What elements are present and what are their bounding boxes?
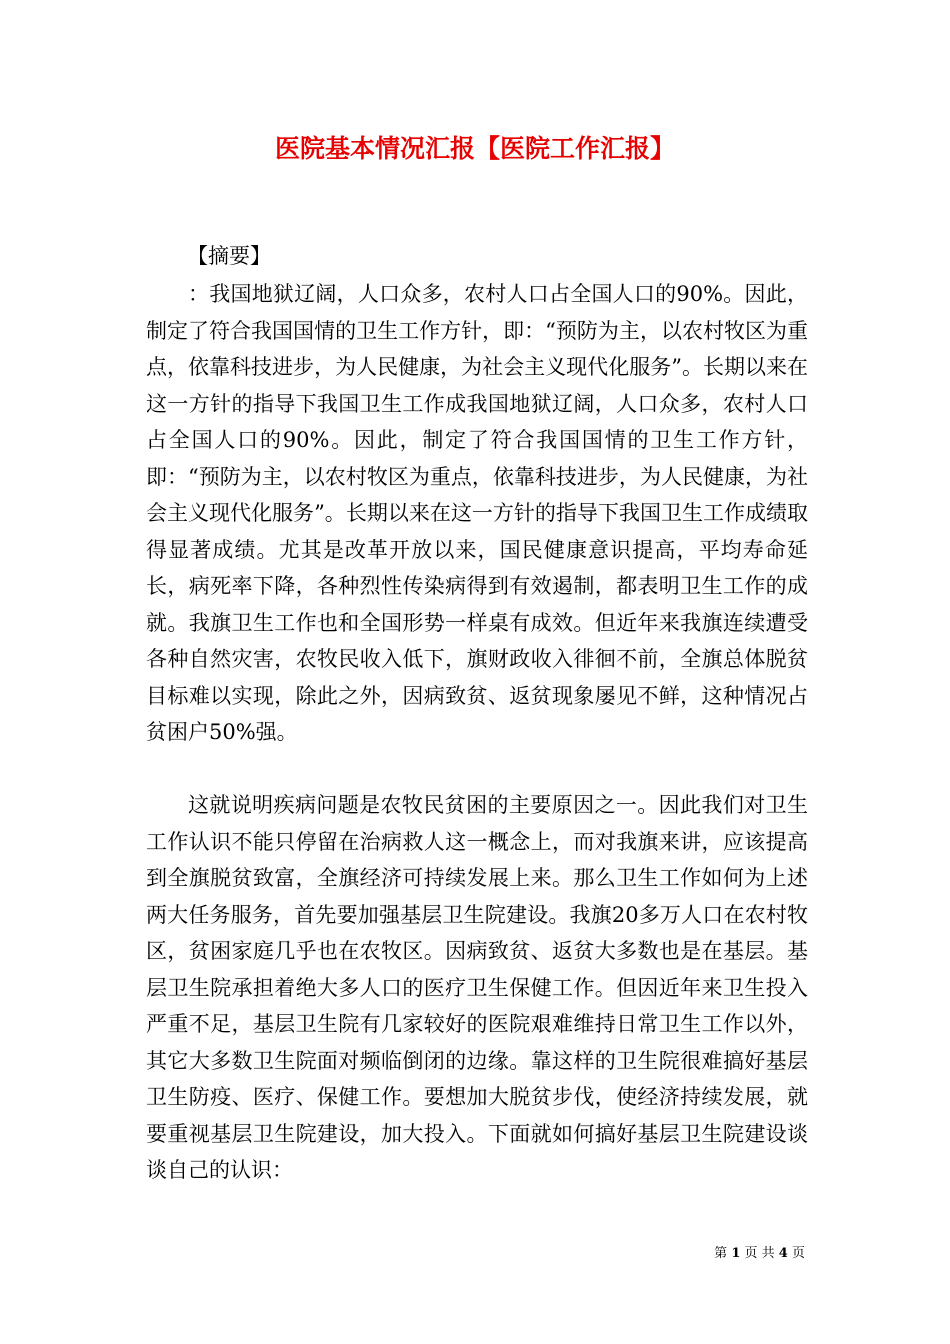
body-paragraph: 这就说明疾病问题是农牧民贫困的主要原因之一。因此我们对卫生工作认识不能只停留在治病救人这一概念上，而对我旗来讲，应该提高到全旗脱贫致富，全旗经济可持续发展上来。那么卫生工作如何为上述两大任务服务，首先要加强基层卫生院建设。我旗20多万人口在农村牧区，贫困家庭几乎也在农牧区。因病致贫、返贫大多数也是在基层。基层卫生院承担着绝大多人口的医疗卫生保健工作。但因近年来卫生投入严重不足，基层卫生院有几家较好的医院艰难维持日常卫生工作以外，其它大多数卫生院面对频临倒闭的边缘。靠这样的卫生院很难搞好基层卫生防疫、医疗、保健工作。要想加大脱贫步伐，使经济持续发展，就要重视基层卫生院建设，加大投入。下面就如何搞好基层卫生院建设谈谈自己的认识： (146, 793, 808, 1182)
footer-total-pages: 4 (778, 1246, 788, 1261)
document-title: 医院基本情况汇报【医院工作汇报】 (274, 134, 675, 163)
footer-suffix: 页 (791, 1246, 805, 1261)
footer-current-page: 1 (731, 1246, 741, 1261)
footer-middle: 页 共 (744, 1246, 775, 1261)
footer-prefix: 第 (714, 1246, 728, 1261)
abstract-heading: 【摘要】 (187, 244, 271, 268)
page-number-footer (714, 1245, 805, 1263)
abstract-paragraph: ：我国地狱辽阔，人口众多，农村人口占全国人口的90%。因此，制定了符合我国国情的卫生工作方针，即：“预防为主，以农村牧区为重点，依靠科技进步，为人民健康，为社会主义现代化服务”。长期以来在这一方针的指导下我国卫生工作成我国地狱辽阔，人口众多，农村人口占全国人口的90%。因此，制定了符合我国国情的卫生工作方针，即：“预防为主，以农村牧区为重点，依靠科技进步，为人民健康，为社会主义现代化服务”。长期以来在这一方针的指导下我国卫生工作成绩取得显著成绩。尤其是改革开放以来，国民健康意识提高，平均寿命延长，病死率下降，各种烈性传染病得到有效遏制，都表明卫生工作的成就。我旗卫生工作也和全国形势一样桌有成效。但近年来我旗连续遭受各种自然灾害，农牧民收入低下，旗财政收入徘徊不前，全旗总体脱贫目标难以实现，除此之外，因病致贫、返贫现象屡见不鲜，这种情况占贫困户50%强。 (146, 282, 808, 744)
